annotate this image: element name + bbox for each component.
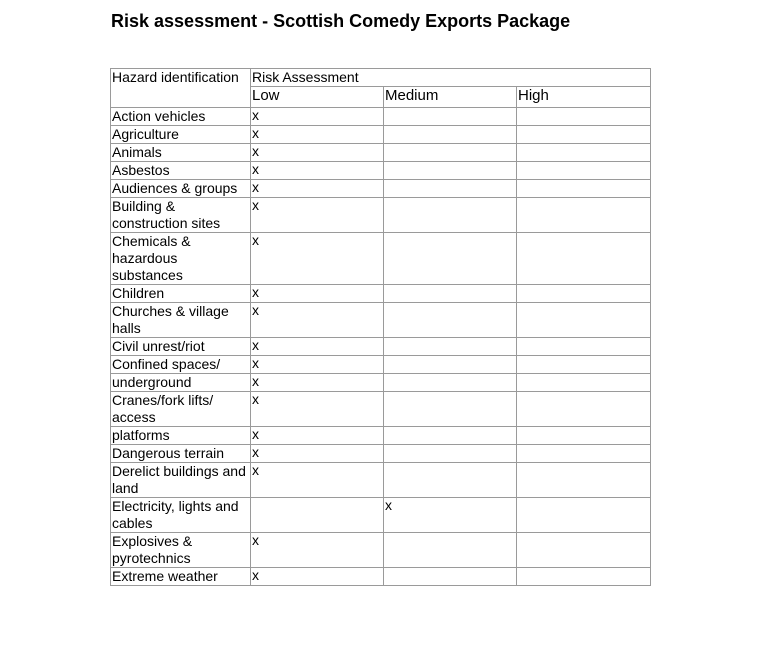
hazard-cell: underground	[111, 374, 251, 392]
low-cell: x	[251, 303, 384, 338]
hazard-cell: Electricity, lights and cables	[111, 498, 251, 533]
low-cell: x	[251, 356, 384, 374]
low-cell: x	[251, 463, 384, 498]
table-row	[111, 338, 651, 356]
table-row	[111, 303, 651, 338]
high-cell	[517, 303, 651, 338]
medium-cell	[384, 180, 517, 198]
hazard-cell: Civil unrest/riot	[111, 338, 251, 356]
low-cell: x	[251, 568, 384, 586]
medium-cell	[384, 303, 517, 338]
table-row	[111, 533, 651, 568]
high-cell	[517, 180, 651, 198]
level-medium-header: Medium	[384, 87, 517, 108]
document-title: Risk assessment - Scottish Comedy Exports Package	[111, 11, 571, 31]
high-cell	[517, 445, 651, 463]
table-row	[111, 463, 651, 498]
risk-assessment-table	[110, 68, 651, 586]
high-cell	[517, 463, 651, 498]
table-row	[111, 498, 651, 533]
hazard-cell: Animals	[111, 144, 251, 162]
medium-cell	[384, 108, 517, 126]
low-cell: x	[251, 338, 384, 356]
risk-assessment-header: Risk Assessment	[251, 69, 651, 87]
table-row	[111, 108, 651, 126]
hazard-cell: Extreme weather	[111, 568, 251, 586]
hazard-cell: platforms	[111, 427, 251, 445]
low-cell: x	[251, 144, 384, 162]
medium-cell	[384, 356, 517, 374]
hazard-cell: Agriculture	[111, 126, 251, 144]
medium-cell	[384, 568, 517, 586]
high-cell	[517, 533, 651, 568]
table-row	[111, 356, 651, 374]
low-cell: x	[251, 233, 384, 285]
high-cell	[517, 126, 651, 144]
low-cell: x	[251, 445, 384, 463]
low-cell: x	[251, 162, 384, 180]
high-cell	[517, 198, 651, 233]
medium-cell	[384, 463, 517, 498]
high-cell	[517, 144, 651, 162]
medium-cell	[384, 338, 517, 356]
hazard-identification-header: Hazard identification	[111, 69, 251, 108]
high-cell	[517, 356, 651, 374]
low-cell: x	[251, 374, 384, 392]
table-row	[111, 445, 651, 463]
medium-cell: x	[384, 498, 517, 533]
table-row	[111, 568, 651, 586]
hazard-cell: Dangerous terrain	[111, 445, 251, 463]
hazard-cell: Churches & village halls	[111, 303, 251, 338]
level-low-header: Low	[251, 87, 384, 108]
hazard-cell: Audiences & groups	[111, 180, 251, 198]
hazard-cell: Derelict buildings and land	[111, 463, 251, 498]
medium-cell	[384, 445, 517, 463]
high-cell	[517, 568, 651, 586]
table-row	[111, 162, 651, 180]
table-row	[111, 126, 651, 144]
table-row	[111, 427, 651, 445]
hazard-cell: Confined spaces/	[111, 356, 251, 374]
hazard-cell: Building & construction sites	[111, 198, 251, 233]
high-cell	[517, 285, 651, 303]
medium-cell	[384, 233, 517, 285]
medium-cell	[384, 198, 517, 233]
table-row	[111, 233, 651, 285]
medium-cell	[384, 285, 517, 303]
high-cell	[517, 338, 651, 356]
table-row	[111, 144, 651, 162]
medium-cell	[384, 427, 517, 445]
high-cell	[517, 162, 651, 180]
hazard-cell: Action vehicles	[111, 108, 251, 126]
low-cell: x	[251, 180, 384, 198]
table-row	[111, 180, 651, 198]
medium-cell	[384, 533, 517, 568]
medium-cell	[384, 162, 517, 180]
high-cell	[517, 498, 651, 533]
low-cell: x	[251, 285, 384, 303]
hazard-cell: Children	[111, 285, 251, 303]
high-cell	[517, 392, 651, 427]
low-cell	[251, 498, 384, 533]
table-row	[111, 392, 651, 427]
hazard-cell: Chemicals & hazardous substances	[111, 233, 251, 285]
medium-cell	[384, 144, 517, 162]
level-high-header: High	[517, 87, 651, 108]
high-cell	[517, 233, 651, 285]
low-cell: x	[251, 108, 384, 126]
high-cell	[517, 374, 651, 392]
table-row	[111, 285, 651, 303]
hazard-cell: Cranes/fork lifts/ access	[111, 392, 251, 427]
hazard-cell: Asbestos	[111, 162, 251, 180]
high-cell	[517, 427, 651, 445]
medium-cell	[384, 392, 517, 427]
hazard-cell: Explosives & pyrotechnics	[111, 533, 251, 568]
low-cell: x	[251, 392, 384, 427]
high-cell	[517, 108, 651, 126]
medium-cell	[384, 374, 517, 392]
low-cell: x	[251, 533, 384, 568]
table-header-row	[111, 69, 651, 87]
low-cell: x	[251, 198, 384, 233]
medium-cell	[384, 126, 517, 144]
low-cell: x	[251, 126, 384, 144]
low-cell: x	[251, 427, 384, 445]
table-row	[111, 198, 651, 233]
table-row	[111, 374, 651, 392]
